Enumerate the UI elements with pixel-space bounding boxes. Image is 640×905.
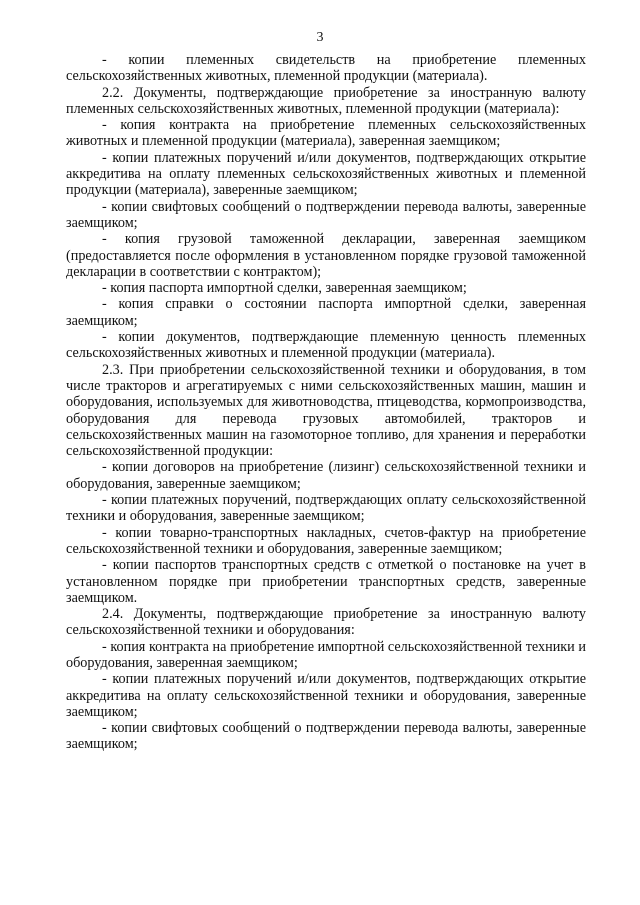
paragraph: - копии племенных свидетельств на приобретение племенных сельскохозяйственных животных, племенной продукции (материала).: [66, 52, 586, 85]
paragraph: - копии платежных поручений и/или документов, подтверждающих открытие аккредитива на оплату племенных сельскохозяйственных животных и племенной продукции (материала), заверенные заемщиком;: [66, 149, 586, 199]
paragraph: - копия контракта на приобретение племенных сельскохозяйственных животных и племенной продукции (материала), заверенная заемщиком;: [66, 117, 586, 150]
paragraph: - копия паспорта импортной сделки, заверенная заемщиком;: [102, 280, 467, 297]
paragraph: - копия контракта на приобретение импортной сельскохозяйственной техники и оборудования, заверенная заемщиком;: [66, 638, 586, 671]
paragraph: - копии паспортов транспортных средств с отметкой о постановке на учет в установленном порядке при приобретении транспортных средств, заверенные заемщиком.: [66, 557, 586, 606]
paragraph: 2.4. Документы, подтверждающие приобретение за иностранную валюту сельскохозяйственной техники и оборудования:: [66, 606, 586, 639]
page-number: 3: [316, 30, 324, 45]
paragraph: - копия грузовой таможенной декларации, заверенная заемщиком (предоставляется после оформления в установленном порядке грузовой таможенной декларации в соответствии с контрактом);: [66, 231, 586, 280]
paragraph: 2.2. Документы, подтверждающие приобретение за иностранную валюту племенных сельскохозяйственных животных, племенной продукции (материала):: [66, 84, 586, 117]
paragraph: - копии документов, подтверждающие племенную ценность племенных сельскохозяйственных животных и племенной продукции (материала).: [66, 329, 586, 362]
paragraph: - копии платежных поручений и/или документов, подтверждающих открытие аккредитива на оплату сельскохозяйственной техники и оборудования, заверенные заемщиком;: [66, 671, 586, 720]
paragraph: - копии свифтовых сообщений о подтверждении перевода валюты, заверенные заемщиком;: [66, 198, 586, 231]
document-body: [66, 52, 586, 753]
paragraph: - копии товарно-транспортных накладных, счетов-фактур на приобретение сельскохозяйственной техники и оборудования, заверенные заемщиком;: [66, 524, 586, 557]
paragraph: - копии свифтовых сообщений о подтверждении перевода валюты, заверенные заемщиком;: [66, 720, 586, 753]
paragraph: - копии договоров на приобретение (лизинг) сельскохозяйственной техники и оборудования, заверенные заемщиком;: [66, 459, 586, 492]
paragraph: 2.3. При приобретении сельскохозяйственной техники и оборудования, в том числе тракторов и агрегатируемых с ними сельскохозяйственных машин, машин и оборудования, используемых для животноводства, птицеводства, кормопроизводства, оборудования для перевода грузовых автомобилей, тракторов и сельскохозяйственных машин на газомоторное топливо, для хранения и переработки сельскохозяйственной продукции:: [66, 361, 586, 460]
paragraph: - копия справки о состоянии паспорта импортной сделки, заверенная заемщиком;: [66, 296, 586, 329]
paragraph: - копии платежных поручений, подтверждающих оплату сельскохозяйственной техники и оборудования, заверенные заемщиком;: [66, 492, 586, 525]
